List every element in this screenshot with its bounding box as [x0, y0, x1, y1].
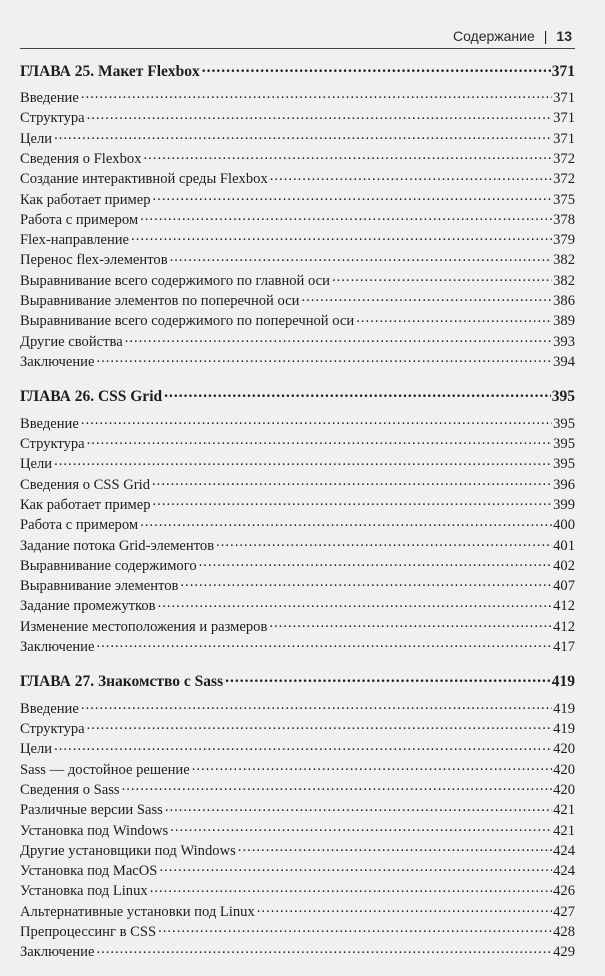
toc-entry: [20, 270, 575, 290]
toc-entry: [20, 942, 575, 962]
toc-entry-label: Заключение: [20, 944, 95, 961]
toc-entry-page: 395: [553, 415, 575, 432]
dot-leader: [122, 779, 553, 794]
dot-leader: [257, 901, 552, 916]
chapter-heading: [20, 386, 575, 408]
toc-entry: [20, 779, 575, 799]
toc-entry: [20, 88, 575, 108]
toc-entry-label: Цели: [20, 130, 53, 147]
toc-entry-page: 379: [553, 232, 575, 249]
toc-entry: [20, 351, 575, 371]
dot-leader: [199, 555, 552, 570]
toc-entry-page: 428: [553, 924, 575, 941]
toc-entry: [20, 474, 575, 494]
running-head-separator: |: [543, 28, 548, 44]
chapter-title-page: 395: [551, 388, 575, 406]
toc-entry-label: Введение: [20, 90, 79, 107]
toc-entry-page: 426: [553, 883, 575, 900]
toc-entry-page: 375: [553, 191, 575, 208]
toc-entry-label: Структура: [20, 721, 85, 738]
toc-entry: [20, 535, 575, 555]
toc-entry: [20, 861, 575, 881]
dot-leader: [192, 759, 552, 774]
toc-entry-label: Установка под MacOS: [20, 863, 158, 880]
toc-entry-label: Выравнивание всего содержимого по главной оси: [20, 272, 330, 289]
toc-entry: [20, 739, 575, 759]
toc-entry-page: 424: [553, 863, 575, 880]
toc-entry-page: 382: [553, 252, 575, 269]
toc-entry-page: 371: [553, 90, 575, 107]
toc-entry-page: 372: [553, 150, 575, 167]
toc-entry-label: Препроцессинг в CSS: [20, 924, 157, 941]
toc-entry-page: 429: [553, 944, 575, 961]
dot-leader: [332, 270, 552, 285]
toc-entry-page: 394: [553, 353, 575, 370]
toc-entry-page: 399: [553, 496, 575, 513]
toc-entry: [20, 921, 575, 941]
toc-entry-page: 424: [553, 842, 575, 859]
toc-entry-page: 420: [553, 741, 575, 758]
toc-entry: [20, 169, 575, 189]
toc-entry-label: Заключение: [20, 353, 95, 370]
toc-entry: [20, 128, 575, 148]
toc-entry-label: Работа с примером: [20, 211, 139, 228]
toc-entry: [20, 515, 575, 535]
chapter-title-label: ГЛАВА 25. Макет Flexbox: [20, 62, 200, 80]
header-rule: [20, 48, 575, 49]
toc-entry: [20, 189, 575, 209]
chapter-title: [20, 386, 575, 408]
toc-entry-label: Установка под Linux: [20, 883, 148, 900]
toc-entry-label: Цели: [20, 741, 53, 758]
dot-leader: [153, 494, 553, 509]
toc-entry-page: 378: [553, 211, 575, 228]
dot-leader: [159, 861, 552, 876]
chapter-heading: [20, 60, 575, 82]
toc-entry: [20, 230, 575, 250]
toc-entry: [20, 494, 575, 514]
toc-entry: [20, 311, 575, 331]
dot-leader: [131, 230, 552, 245]
dot-leader: [144, 148, 553, 163]
toc-entry: [20, 108, 575, 128]
toc-entry: [20, 616, 575, 636]
toc-entry-page: 386: [553, 293, 575, 310]
toc-entry-label: Цели: [20, 456, 53, 473]
toc-entry-label: Введение: [20, 700, 79, 717]
toc-entry: [20, 698, 575, 718]
toc-entry-page: 419: [553, 721, 575, 738]
dot-leader: [96, 636, 552, 651]
toc-entry-page: 395: [553, 436, 575, 453]
toc-entry-label: Введение: [20, 415, 79, 432]
dot-leader: [158, 596, 553, 611]
toc-entry: [20, 413, 575, 433]
toc-entry-label: Другие свойства: [20, 333, 123, 350]
toc-entry: [20, 454, 575, 474]
toc-entry: [20, 901, 575, 921]
toc-entry-label: Сведения о Flexbox: [20, 150, 142, 167]
toc-entry-page: 401: [553, 537, 575, 554]
chapter-heading: [20, 671, 575, 693]
toc-entry: [20, 636, 575, 656]
toc-entry-page: 419: [553, 700, 575, 717]
toc-entry-page: 389: [553, 313, 575, 330]
toc-entry-label: Другие установщики под Windows: [20, 842, 236, 859]
toc-entry-label: Flex-направление: [20, 232, 130, 249]
toc-entry-label: Выравнивание элементов по поперечной оси: [20, 293, 300, 310]
dot-leader: [238, 840, 552, 855]
chapter-title-label: ГЛАВА 27. Знакомство с Sass: [20, 673, 224, 691]
toc-entry-page: 412: [553, 618, 575, 635]
toc-entry-label: Как работает пример: [20, 496, 151, 513]
toc-entry-label: Сведения о CSS Grid: [20, 476, 151, 493]
toc-entry: [20, 290, 575, 310]
dot-leader: [153, 189, 553, 204]
dot-leader: [180, 576, 552, 591]
toc-entry: [20, 820, 575, 840]
toc-entry-page: 400: [553, 517, 575, 534]
toc-entry-page: 371: [553, 110, 575, 127]
dot-leader: [150, 881, 552, 896]
toc-entry-page: 395: [553, 456, 575, 473]
toc-entry-label: Заключение: [20, 639, 95, 656]
dot-leader: [54, 454, 552, 469]
toc-entry-page: 421: [553, 822, 575, 839]
toc-entry: [20, 331, 575, 351]
dot-leader: [158, 921, 552, 936]
toc-entry-label: Sass — достойное решение: [20, 761, 190, 778]
toc-entry-label: Сведения о Sass: [20, 782, 120, 798]
toc-entry-label: Задание промежутков: [20, 598, 156, 615]
toc-entry-label: Структура: [20, 436, 85, 453]
toc-entry-label: Структура: [20, 110, 85, 127]
chapter-title-label: ГЛАВА 26. CSS Grid: [20, 388, 163, 406]
toc-entry-label: Выравнивание всего содержимого по поперечной оси: [20, 313, 355, 330]
chapter-title-page: 371: [551, 62, 575, 80]
dot-leader: [216, 535, 552, 550]
toc-entry-page: 407: [553, 578, 575, 595]
dot-leader: [96, 351, 552, 366]
dot-leader: [140, 209, 552, 224]
running-head: [453, 28, 572, 44]
page-number: 13: [556, 28, 572, 44]
running-head-section: Содержание: [452, 28, 535, 44]
toc-entry: [20, 759, 575, 779]
toc-entry-page: 412: [553, 598, 575, 615]
dot-leader: [87, 108, 552, 123]
toc-entry: [20, 555, 575, 575]
dot-leader: [54, 128, 552, 143]
toc-entry-label: Изменение местоположения и размеров: [20, 618, 268, 635]
toc-entry: [20, 800, 575, 820]
toc-entry: [20, 433, 575, 453]
toc-entry-label: Перенос flex-элементов: [20, 252, 168, 269]
toc-entry-page: 382: [553, 272, 575, 289]
toc-entry: [20, 148, 575, 168]
toc-entry: [20, 881, 575, 901]
dot-leader: [202, 60, 551, 76]
dot-leader: [81, 413, 552, 428]
dot-leader: [270, 169, 552, 184]
dot-leader: [152, 474, 552, 489]
toc-entry-label: Выравнивание содержимого: [20, 557, 197, 574]
dot-leader: [140, 515, 552, 530]
dot-leader: [225, 671, 551, 687]
chapter-block: [20, 671, 575, 962]
toc-entry-label: Как работает пример: [20, 191, 151, 208]
toc-entry-page: 421: [553, 802, 575, 819]
toc-entry-page: 420: [553, 761, 575, 778]
toc-entry-page: 371: [553, 130, 575, 147]
dot-leader: [356, 311, 552, 326]
dot-leader: [269, 616, 552, 631]
chapter-title-page: 419: [551, 673, 575, 691]
toc-entry-page: 402: [553, 557, 575, 574]
chapter-title: [20, 60, 575, 82]
toc-entry-page: 372: [553, 171, 575, 188]
toc-entry-label: Различные версии Sass: [20, 802, 163, 819]
toc-entry: [20, 719, 575, 739]
toc-entry-label: Выравнивание элементов: [20, 578, 179, 595]
table-of-contents: [20, 60, 575, 976]
toc-entry: [20, 596, 575, 616]
dot-leader: [165, 800, 552, 815]
chapter-block: [20, 60, 575, 372]
dot-leader: [125, 331, 552, 346]
toc-entry: [20, 576, 575, 596]
toc-entry-label: Работа с примером: [20, 517, 139, 534]
chapter-title: [20, 671, 575, 693]
chapter-block: [20, 386, 575, 657]
dot-leader: [87, 433, 552, 448]
dot-leader: [87, 719, 552, 734]
dot-leader: [81, 698, 552, 713]
toc-entry-page: 393: [553, 333, 575, 350]
dot-leader: [96, 942, 552, 957]
toc-entry: [20, 840, 575, 860]
toc-entry-page: 417: [553, 639, 575, 656]
dot-leader: [164, 386, 551, 402]
toc-entry-label: Установка под Windows: [20, 822, 169, 839]
toc-entry-label: Альтернативные установки под Linux: [20, 903, 255, 920]
toc-entry: [20, 250, 575, 270]
dot-leader: [170, 820, 552, 835]
toc-entry-page: 427: [553, 903, 575, 920]
toc-entry-label: Задание потока Grid-элементов: [20, 537, 215, 554]
dot-leader: [81, 88, 552, 103]
dot-leader: [54, 739, 552, 754]
dot-leader: [301, 290, 552, 305]
toc-entry-label: Создание интерактивной среды Flexbox: [20, 171, 268, 188]
toc-entry: [20, 209, 575, 229]
dot-leader: [170, 250, 553, 265]
toc-entry-page: 420: [553, 782, 575, 798]
toc-entry-page: 396: [553, 476, 575, 493]
